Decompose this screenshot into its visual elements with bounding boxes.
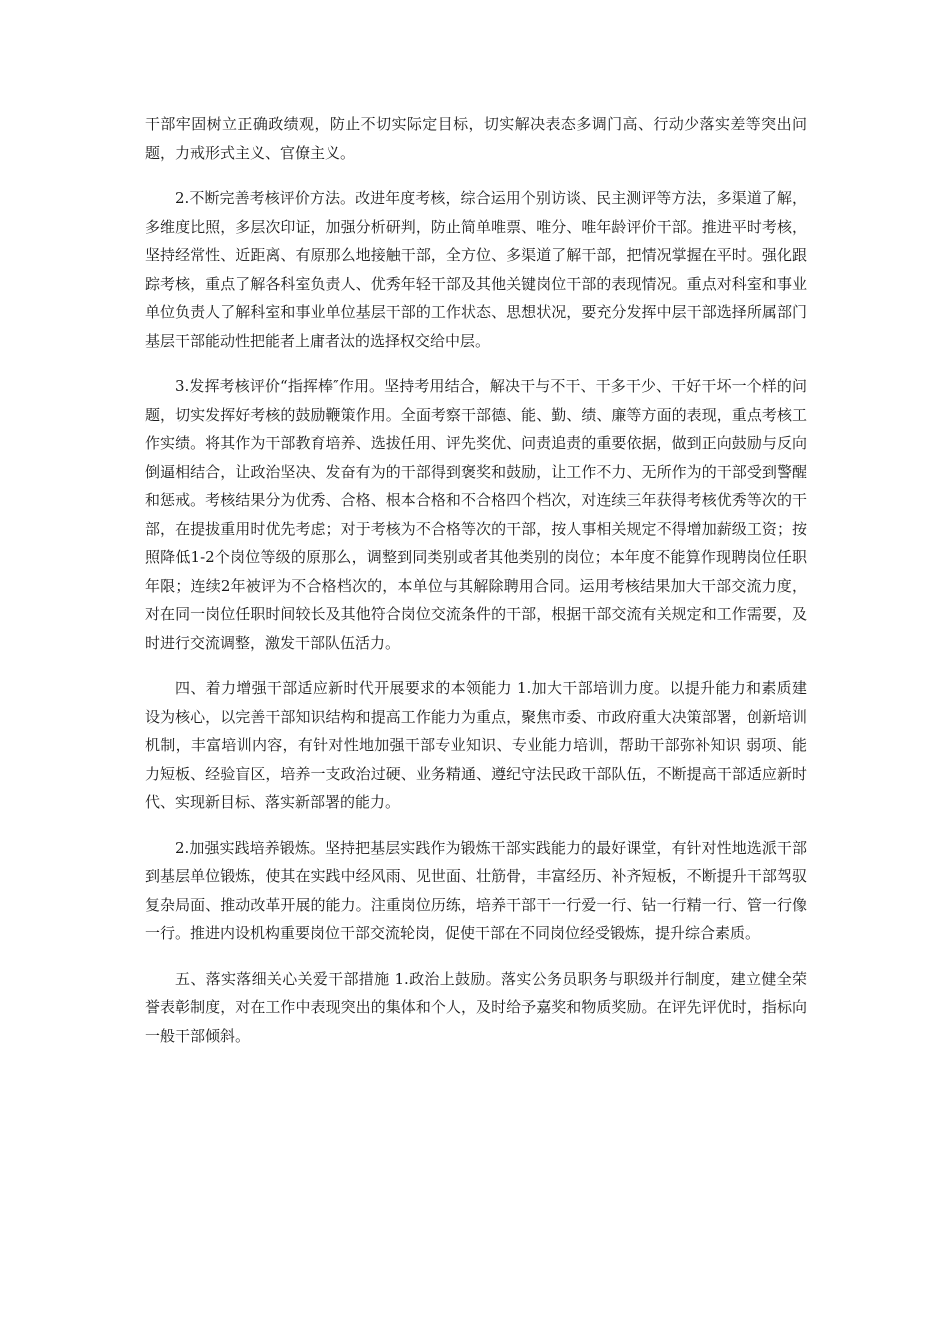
paragraph-continuation: 干部牢固树立正确政绩观，防止不切实际定目标，切实解决表态多调门高、行动少落实差等突出问题，力戒形式主义、官僚主义。: [145, 115, 807, 162]
paragraph-assessment-method: 2.不断完善考核评价方法。改进年度考核，综合运用个别访谈、民主测评等方法，多渠道了解，多维度比照，多层次印证，加强分析研判，防止简单唯票、唯分、唯年龄评价干部。推进平时考核，坚持经常性、近距离、有原那么地接触干部，全方位、多渠道了解干部，把情况掌握在平时。强化跟踪考核，重点了解各科室负责人、优秀年轻干部及其他关键岗位干部的表现情况。重点对科室和事业单位负责人了解科室和事业单位基层干部的工作状态、思想状况，要充分发挥中层干部选择所属部门基层干部能动性把能者上庸者汰的选择权交给中层。: [145, 189, 807, 350]
paragraph-practice-training: 2.加强实践培养锻炼。坚持把基层实践作为锻炼干部实践能力的最好课堂，有针对性地选派干部到基层单位锻炼，使其在实践中经风雨、见世面、壮筋骨，丰富经历、补齐短板，不断提升干部驾驭复杂局面、推动改革开展的能力。注重岗位历练，培养干部干一行爱一行、钻一行精一行、管一行像一行。推进内设机构重要岗位干部交流轮岗，促使干部在不同岗位经受锻炼，提升综合素质。: [145, 838, 807, 942]
paragraph-assessment-baton: 3.发挥考核评价“指挥棒″作用。坚持考用结合，解决干与不干、干多干少、干好干坏一个样的问题，切实发挥好考核的鼓励鞭策作用。全面考察干部德、能、勤、绩、廉等方面的表现，重点考核工作实绩。将其作为干部教育培养、选拔任用、评先奖优、问责追责的重要依据，做到正向鼓励与反向倒逼相结合，让政治坚决、发奋有为的干部得到褒奖和鼓励，让工作不力、无所作为的干部受到警醒和惩戒。考核结果分为优秀、合格、根本合格和不合格四个档次，对连续三年获得考核优秀等次的干部，在提拔重用时优先考虑；对于考核为不合格等次的干部，按人事相关规定不得增加薪级工资；按照降低1-2个岗位等级的原那么，调整到同类别或者其他类别的岗位；本年度不能算作现聘岗位任职年限；连续2年被评为不合格档次的，本单位与其解除聘用合同。运用考核结果加大干部交流力度，对在同一岗位任职时间较长及其他符合岗位交流条件的干部，根据干部交流有关规定和工作需要，及时进行交流调整，激发干部队伍活力。: [145, 377, 807, 652]
paragraph-section-five: 五、落实落细关心关爱干部措施 1.政治上鼓励。落实公务员职务与职级并行制度，建立健全荣誉表彰制度，对在工作中表现突出的集体和个人，及时给予嘉奖和物质奖励。在评先评优时，指标向一般干部倾斜。: [145, 969, 807, 1045]
paragraph-section-four: 四、着力增强干部适应新时代开展要求的本领能力 1.加大干部培训力度。以提升能力和素质建设为核心，以完善干部知识结构和提高工作能力为重点，聚焦市委、市政府重大决策部署，创新培训机制，丰富培训内容，有针对性地加强干部专业知识、专业能力培训，帮助干部弥补知识 弱项、能力短板、经验盲区，培养一支政治过硬、业务精通、遵纪守法民政干部队伍，不断提高干部适应新时代、实现新目标、落实新部署的能力。: [145, 679, 807, 811]
document-body: [145, 110, 807, 1067]
